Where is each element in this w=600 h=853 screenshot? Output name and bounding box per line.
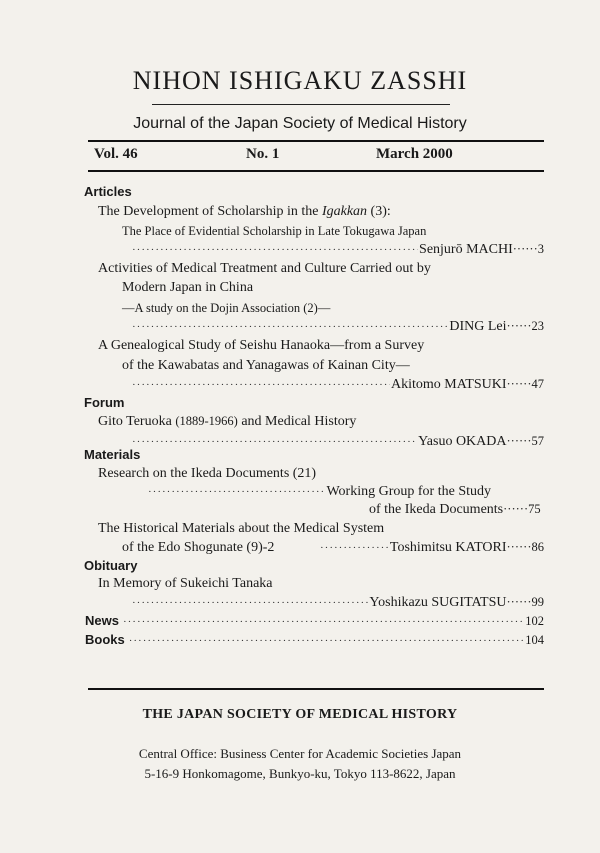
- forum-1-page: 57: [531, 434, 544, 448]
- materials-1-author-line2-wrap: [369, 502, 541, 518]
- article-1-page-sep: ······: [512, 242, 538, 256]
- issue-info-bar: [88, 140, 544, 172]
- dot-leader: [132, 321, 448, 333]
- obituary-1-page: 99: [531, 595, 544, 609]
- article-2-title-line1: Activities of Medical Treatment and Culture Carried out by: [98, 261, 431, 276]
- forum-1-page-sep: ······: [506, 434, 532, 448]
- materials-1-page-sep: ······: [503, 502, 529, 516]
- article-3-author: Akitomo MATSUKI: [391, 377, 507, 392]
- article-1-title-suffix: (3):: [367, 204, 391, 219]
- materials-2-leader-line: [320, 540, 544, 556]
- section-heading-obituary: Obituary: [84, 558, 138, 573]
- books-leader-line: [84, 632, 544, 648]
- dot-leader: [148, 486, 325, 498]
- materials-2-page-sep: ······: [506, 540, 532, 554]
- article-1-leader-line: [132, 242, 544, 258]
- article-1-title: [98, 204, 391, 220]
- obituary-1-leader-line: [132, 595, 544, 611]
- dot-leader: [132, 436, 417, 448]
- section-heading-books: Books: [85, 632, 125, 647]
- article-2-page-sep: ······: [506, 319, 532, 333]
- forum-1-leader-line: [132, 434, 544, 450]
- news-page: 102: [525, 614, 544, 628]
- forum-1-author: Yasuo OKADA: [418, 434, 507, 449]
- article-3-page: 47: [531, 377, 544, 391]
- materials-1-author-line1: Working Group for the Study: [326, 484, 491, 499]
- materials-1-title: Research on the Ikeda Documents (21): [98, 466, 317, 481]
- dot-leader: [132, 379, 390, 391]
- materials-1-page: 75: [528, 502, 541, 516]
- materials-1-author-line2: of the Ikeda Documents: [369, 502, 504, 517]
- section-heading-forum: Forum: [84, 395, 125, 410]
- forum-1-title-suffix: and Medical History: [237, 414, 357, 429]
- number-label: No. 1: [246, 146, 280, 162]
- article-2-leader-line: [132, 319, 544, 335]
- materials-2-title-line2: of the Edo Shogunate (9)-2: [122, 540, 275, 555]
- forum-1-title: [98, 414, 356, 430]
- article-3-leader-line: [132, 377, 544, 393]
- dot-leader: [129, 635, 526, 647]
- obituary-1-title: In Memory of Sukeichi Tanaka: [98, 576, 273, 591]
- article-2-title-line2: Modern Japan in China: [122, 280, 254, 295]
- books-page: 104: [525, 633, 544, 647]
- forum-1-title-text: Gito Teruoka: [98, 414, 176, 429]
- title-rule: [152, 104, 450, 105]
- section-heading-articles: Articles: [84, 184, 132, 199]
- article-1-title-italic: Igakkan: [321, 204, 368, 219]
- dot-leader: [132, 244, 418, 256]
- materials-1-leader-line: [148, 484, 491, 500]
- news-leader-line: [84, 613, 544, 629]
- society-name: THE JAPAN SOCIETY OF MEDICAL HISTORY: [142, 707, 458, 722]
- article-2-subtitle: —A study on the Dojin Association (2)—: [122, 301, 331, 315]
- dot-leader: [123, 616, 525, 628]
- dot-leader: [132, 597, 368, 609]
- article-3-title-line2: of the Kawabatas and Yanagawas of Kainan City—: [122, 358, 410, 373]
- address-line-2: 5-16-9 Honkomagome, Bunkyo-ku, Tokyo 113-8622, Japan: [144, 766, 456, 781]
- section-heading-materials: Materials: [84, 447, 141, 462]
- footer-rule: [88, 688, 544, 690]
- article-1-page: 3: [537, 242, 544, 256]
- volume-label: Vol. 46: [94, 146, 138, 162]
- journal-title: NIHON ISHIGAKU ZASSHI: [132, 66, 468, 95]
- article-1-title-text: The Development of Scholarship in the: [98, 204, 322, 219]
- dot-leader: [320, 542, 389, 554]
- obituary-1-page-sep: ······: [506, 595, 532, 609]
- article-1-subtitle: The Place of Evidential Scholarship in Late Tokugawa Japan: [122, 224, 427, 238]
- forum-1-title-years: (1889-1966): [175, 414, 238, 428]
- materials-2-title-line1: The Historical Materials about the Medical System: [98, 521, 385, 536]
- article-1-author: Senjurō MACHI: [419, 242, 513, 257]
- obituary-1-author: Yoshikazu SUGITATSU: [369, 595, 507, 610]
- materials-2-author: Toshimitsu KATORI: [389, 540, 507, 555]
- materials-2-page: 86: [531, 540, 544, 554]
- issue-date: March 2000: [376, 146, 453, 162]
- article-2-author: DING Lei: [449, 319, 507, 334]
- section-heading-news: News: [85, 613, 119, 628]
- journal-subtitle: Journal of the Japan Society of Medical History: [133, 115, 467, 132]
- address-line-1: Central Office: Business Center for Academic Societies Japan: [138, 746, 462, 761]
- article-3-title-line1: A Genealogical Study of Seishu Hanaoka—from a Survey: [98, 338, 425, 353]
- article-2-page: 23: [531, 319, 544, 333]
- article-3-page-sep: ······: [506, 377, 532, 391]
